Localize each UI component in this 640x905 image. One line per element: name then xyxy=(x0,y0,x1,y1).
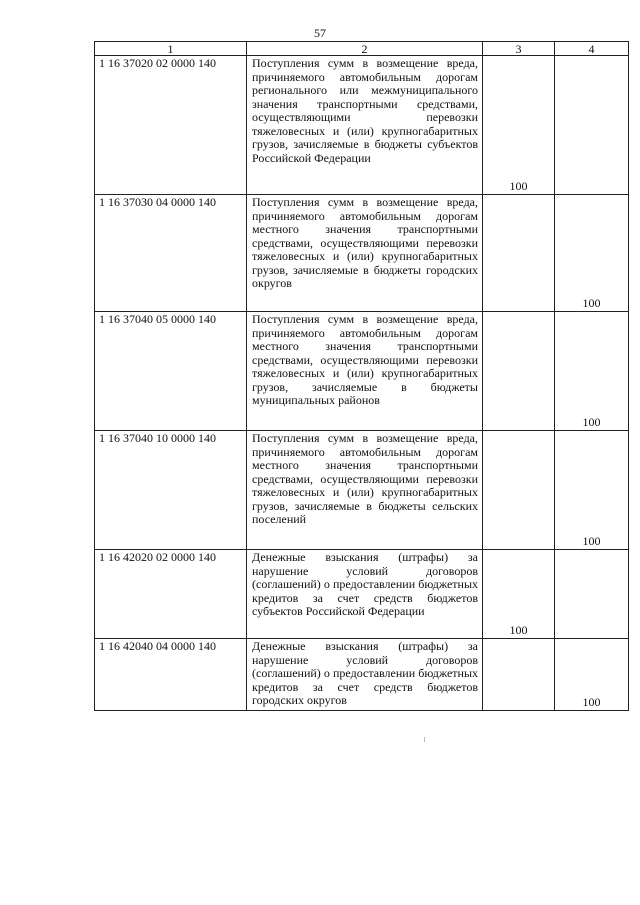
budget-code: 1 16 42020 02 0000 140 xyxy=(95,550,247,639)
header-col-3: 3 xyxy=(483,42,555,56)
header-col-1: 1 xyxy=(95,42,247,56)
budget-code: 1 16 37040 05 0000 140 xyxy=(95,312,247,431)
revenue-description: Поступления сумм в возмещение вреда, причиняемого автомобильным дорогам регионального или межмуниципального значения транспортными средствами, осуществляющими перевозки тяжеловесных и (или) крупногабаритных грузов, зачисляемые в бюджеты субъектов Российской Федерации xyxy=(247,56,483,195)
revenue-description: Поступления сумм в возмещение вреда, причиняемого автомобильным дорогам местного значения транспортными средствами, осуществляющими перевозки тяжеловесных и (или) крупногабаритных грузов, зачисляемые в бюджеты муниципальных районов xyxy=(247,312,483,431)
budget-code: 1 16 42040 04 0000 140 xyxy=(95,639,247,711)
revenue-table xyxy=(94,41,629,711)
budget-code: 1 16 37040 10 0000 140 xyxy=(95,431,247,550)
table-row xyxy=(95,56,629,195)
header-col-4: 4 xyxy=(555,42,629,56)
col3-value: 100 xyxy=(483,550,555,639)
table-row xyxy=(95,550,629,639)
col4-value: 100 xyxy=(555,431,629,550)
col4-value xyxy=(555,56,629,195)
col4-value: 100 xyxy=(555,639,629,711)
table-row xyxy=(95,639,629,711)
budget-code: 1 16 37020 02 0000 140 xyxy=(95,56,247,195)
col3-value xyxy=(483,639,555,711)
table-row xyxy=(95,312,629,431)
table-row xyxy=(95,195,629,312)
revenue-description: Поступления сумм в возмещение вреда, причиняемого автомобильным дорогам местного значения транспортными средствами, осуществляющими перевозки тяжеловесных и (или) крупногабаритных грузов, зачисляемые в бюджеты городских округов xyxy=(247,195,483,312)
col3-value xyxy=(483,431,555,550)
revenue-description: Денежные взыскания (штрафы) за нарушение условий договоров (соглашений) о предоставлении бюджетных кредитов за счет средств бюджетов городских округов xyxy=(247,639,483,711)
col3-value xyxy=(483,312,555,431)
col4-value xyxy=(555,550,629,639)
revenue-description: Поступления сумм в возмещение вреда, причиняемого автомобильным дорогам местного значения транспортными средствами, осуществляющими перевозки тяжеловесных и (или) крупногабаритных грузов, зачисляемые в бюджеты сельских поселений xyxy=(247,431,483,550)
header-row xyxy=(95,42,629,56)
revenue-description: Денежные взыскания (штрафы) за нарушение условий договоров (соглашений) о предоставлении бюджетных кредитов за счет средств бюджетов субъектов Российской Федерации xyxy=(247,550,483,639)
col3-value xyxy=(483,195,555,312)
budget-code: 1 16 37030 04 0000 140 xyxy=(95,195,247,312)
scan-artifact xyxy=(424,737,425,742)
header-col-2: 2 xyxy=(247,42,483,56)
col3-value: 100 xyxy=(483,56,555,195)
table-row xyxy=(95,431,629,550)
page-number: 57 xyxy=(314,26,326,40)
col4-value: 100 xyxy=(555,312,629,431)
col4-value: 100 xyxy=(555,195,629,312)
